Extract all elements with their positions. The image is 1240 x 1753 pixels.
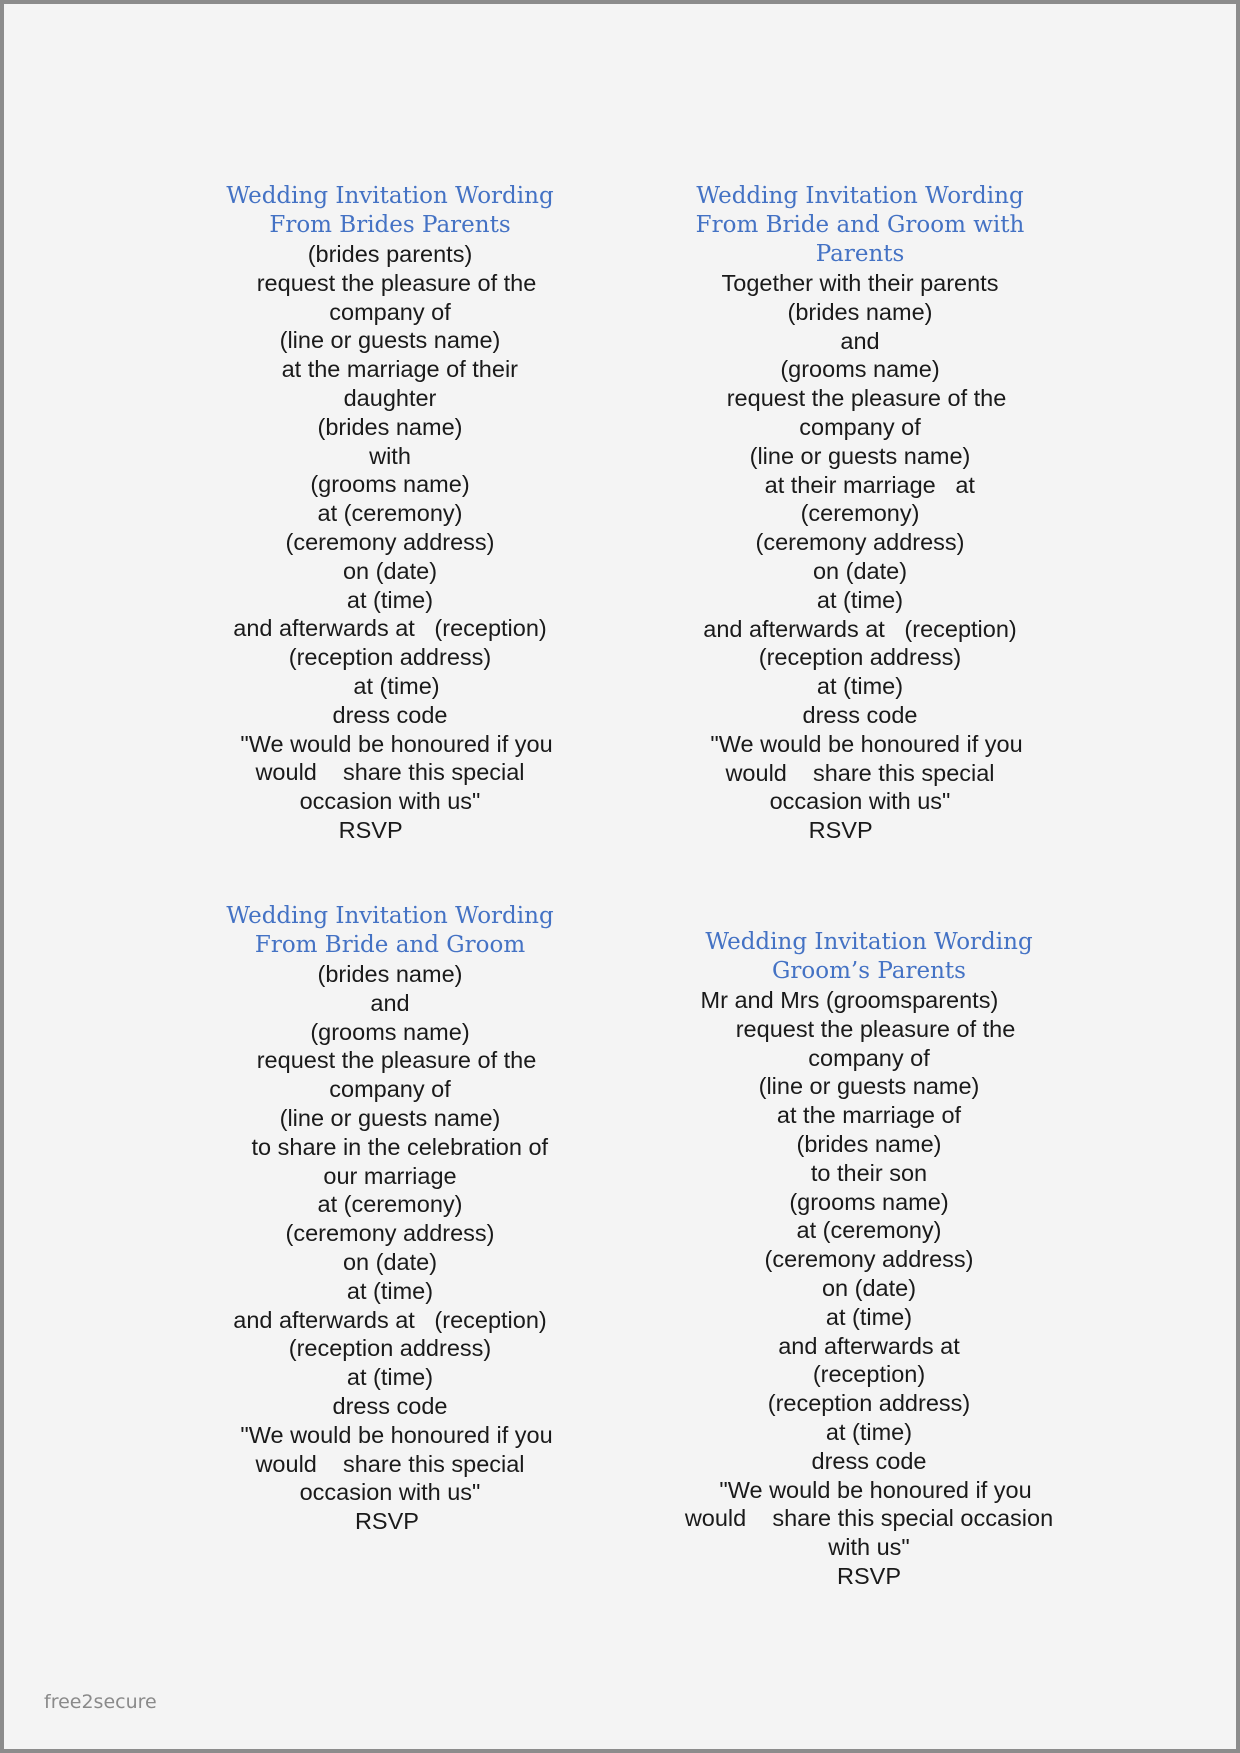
text-line: (ceremony address) (285, 1220, 495, 1247)
text-line: company of (329, 1076, 451, 1103)
text-line: would share this special occasion (684, 1505, 1054, 1532)
text-line: request the pleasure of the (713, 385, 1007, 412)
text-line: RSVP (837, 1562, 901, 1589)
text-line: (grooms name) (780, 356, 940, 383)
text-line: with us" (828, 1534, 910, 1561)
text-line: (brides name) (317, 413, 463, 440)
text-line: would share this special (725, 759, 995, 786)
watermark-text: free2secure (44, 1691, 157, 1713)
block-body (645, 269, 1075, 845)
block-body (175, 240, 605, 845)
text-line: at (time) (816, 673, 904, 700)
text-line: at (ceremony) (796, 1217, 942, 1244)
text-line: (brides name) (317, 961, 463, 987)
text-line: on (date) (821, 1274, 917, 1301)
text-line: daughter (343, 384, 437, 411)
text-line: (reception address) (288, 1335, 492, 1362)
text-line: (reception address) (288, 644, 492, 671)
text-line: and afterwards at (reception) (703, 615, 1017, 642)
text-line: and (840, 327, 880, 354)
text-line: at (time) (346, 1277, 434, 1304)
heading-line: Parents (815, 241, 905, 267)
text-line: (line or guests name) (758, 1073, 980, 1100)
text-line: on (date) (342, 1248, 438, 1275)
block-heading (175, 902, 605, 960)
text-line: on (date) (342, 557, 438, 584)
text-line: at their marriage at (745, 471, 975, 498)
text-line: (grooms name) (789, 1188, 949, 1215)
heading-line: Wedding Invitation Wording (696, 183, 1024, 209)
heading-line: From Bride and Groom with (695, 212, 1025, 238)
text-line: with (369, 442, 411, 469)
text-line: at (ceremony) (317, 1191, 463, 1218)
heading-line: Wedding Invitation Wording (226, 903, 554, 929)
text-line: at (time) (346, 1364, 434, 1391)
text-line: our marriage (323, 1162, 457, 1189)
text-line: at the marriage of their (261, 356, 518, 383)
text-line: (reception address) (767, 1390, 971, 1417)
block-body (654, 986, 1084, 1591)
text-line: (ceremony address) (764, 1246, 974, 1273)
text-line: to share in the celebration of (231, 1133, 549, 1160)
text-line: to their son (810, 1159, 928, 1186)
text-line: and afterwards at (778, 1332, 960, 1359)
text-line: at (time) (825, 1303, 913, 1330)
text-line: Together with their parents (721, 270, 999, 296)
text-line: request the pleasure of the (243, 1047, 537, 1074)
text-line: request the pleasure of the (722, 1015, 1016, 1042)
block-body (175, 960, 605, 1536)
text-line: (brides name) (787, 298, 933, 325)
text-line: occasion with us" (299, 1479, 481, 1506)
text-line: RSVP (354, 1508, 426, 1535)
heading-line: Wedding Invitation Wording (705, 929, 1033, 955)
text-line: (brides parents) (307, 241, 473, 267)
text-line: at (ceremony) (317, 500, 463, 527)
text-line: company of (808, 1044, 930, 1071)
block-heading (645, 182, 1075, 269)
text-line: company of (329, 298, 451, 325)
text-line: (ceremony address) (755, 529, 965, 556)
text-line: (grooms name) (310, 471, 470, 498)
invitation-bride-groom-with-parents (645, 182, 1075, 845)
text-line: dress code (332, 701, 448, 728)
text-line: Mr and Mrs (groomsparents) (700, 987, 1038, 1013)
text-line: "We would be honoured if you (227, 730, 553, 757)
text-line: and afterwards at (reception) (233, 1306, 547, 1333)
invitation-bride-and-groom (175, 902, 605, 1536)
heading-line: From Brides Parents (269, 212, 511, 238)
text-line: on (date) (812, 557, 908, 584)
text-line: occasion with us" (299, 788, 481, 815)
heading-line: Wedding Invitation Wording (226, 183, 554, 209)
text-line: would share this special (255, 759, 525, 786)
text-line: at (time) (346, 586, 434, 613)
text-line: at (time) (825, 1418, 913, 1445)
heading-line: Groom’s Parents (772, 958, 966, 984)
text-line: dress code (332, 1392, 448, 1419)
text-line: occasion with us" (769, 788, 951, 815)
text-line: and (370, 989, 410, 1016)
text-line: (grooms name) (310, 1018, 470, 1045)
text-line: (reception) (812, 1361, 926, 1388)
text-line: at (time) (816, 586, 904, 613)
text-line: (ceremony address) (285, 528, 495, 555)
text-line: dress code (802, 701, 918, 728)
text-line: (line or guests name) (279, 327, 501, 354)
text-line: and afterwards at (reception) (233, 615, 547, 642)
text-line: (line or guests name) (749, 442, 971, 469)
invitation-brides-parents (175, 182, 605, 845)
text-line: (brides name) (796, 1130, 942, 1157)
text-line: dress code (811, 1447, 927, 1474)
block-heading (654, 928, 1084, 986)
text-line: company of (799, 413, 921, 440)
invitation-grooms-parents (654, 928, 1084, 1591)
text-line: would share this special (255, 1450, 525, 1477)
text-line: (line or guests name) (279, 1104, 501, 1131)
text-line: at the marriage of (776, 1102, 962, 1129)
text-line: "We would be honoured if you (706, 1476, 1032, 1503)
text-line: (reception address) (758, 644, 962, 671)
text-line: "We would be honoured if you (227, 1421, 553, 1448)
text-line: (ceremony) (800, 500, 920, 527)
text-line: RSVP (808, 817, 912, 844)
text-line: RSVP (338, 816, 442, 843)
heading-line: From Bride and Groom (254, 932, 526, 958)
block-heading (175, 182, 605, 240)
text-line: request the pleasure of the (243, 269, 537, 296)
text-line: "We would be honoured if you (697, 730, 1023, 757)
text-line: at (time) (340, 672, 440, 699)
